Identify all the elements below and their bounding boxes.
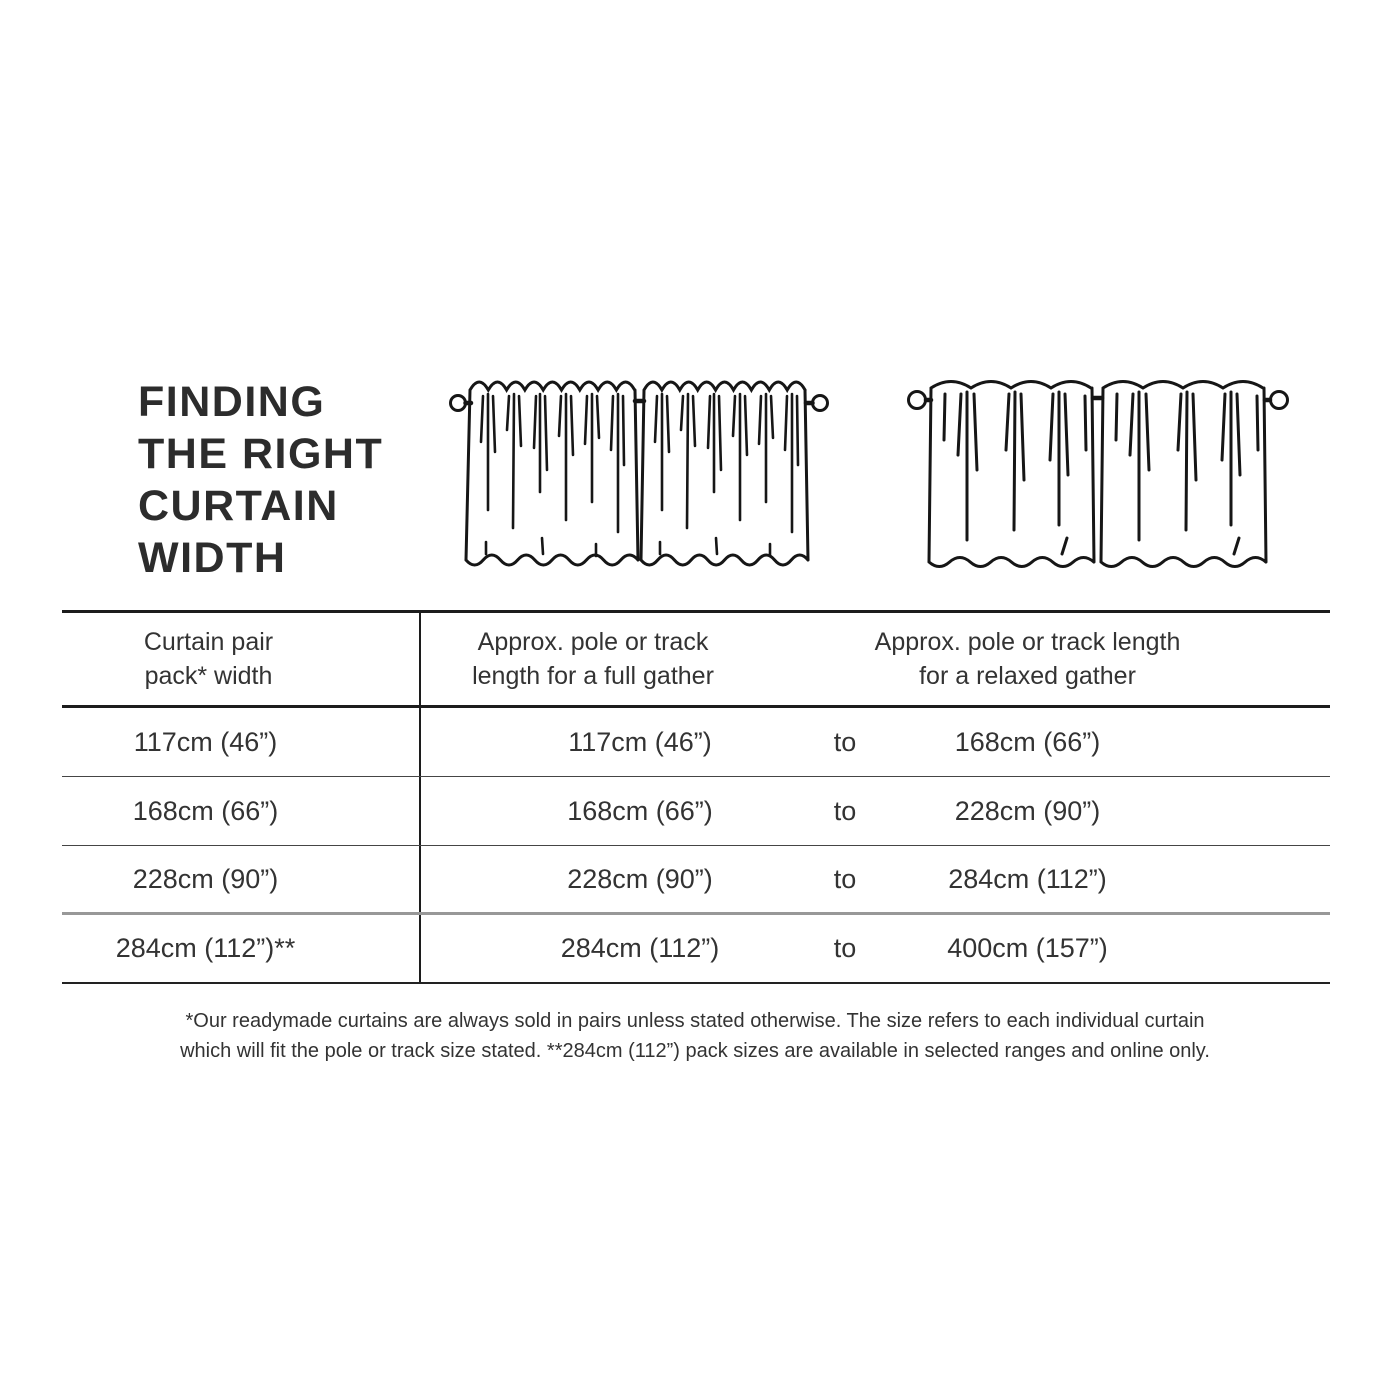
footnote: [54, 1006, 1336, 1066]
full-gather-cell: 117cm (46”): [568, 726, 712, 757]
table-header-row: [62, 610, 1330, 708]
title-line: THE RIGHT: [138, 430, 384, 478]
pack-width-cell: 168cm (66”): [62, 777, 421, 845]
curtain-panel-outline: [641, 382, 808, 565]
title-line: CURTAIN: [138, 482, 339, 530]
pack-width-cell: 284cm (112”)**: [62, 915, 421, 982]
relaxed-gather-cell: 400cm (157”): [947, 933, 1108, 963]
full-gather-cell: 228cm (90”): [567, 863, 713, 894]
range-connector: to: [833, 863, 857, 894]
full-gather-cell: 168cm (66”): [567, 795, 713, 826]
footnote-line: which will fit the pole or track size stated. **284cm (112”) pack sizes are available in selected ranges and online only.: [180, 1040, 1210, 1062]
pole-finial-icon: [909, 392, 926, 409]
curtain-full-gather-illustration: [450, 380, 830, 570]
full-gather-cell: 284cm (112”): [560, 933, 720, 963]
table-row: [62, 708, 1330, 777]
header-spacer: [815, 613, 875, 705]
range-connector: to: [833, 795, 857, 826]
pack-width-cell: 228cm (90”): [62, 846, 421, 912]
header-full-gather: Approx. pole or track length for a full gather: [472, 628, 714, 690]
header-relaxed-gather: Approx. pole or track length for a relaxed gather: [874, 628, 1181, 690]
pole-finial-icon: [1271, 392, 1288, 409]
curtain-size-table: [62, 610, 1330, 984]
title-line: FINDING: [138, 378, 326, 426]
range-connector: to: [833, 933, 857, 963]
curtain-folds: [481, 394, 798, 556]
relaxed-gather-cell: 228cm (90”): [954, 795, 1101, 826]
title-line: WIDTH: [138, 534, 287, 582]
footnote-line: *Our readymade curtains are always sold in pairs unless stated otherwise. The size refers to each individual curtain: [185, 1010, 1205, 1032]
header-pack-width: Curtain pair pack* width: [62, 613, 421, 705]
table-row: [62, 915, 1330, 984]
table-row: [62, 846, 1330, 915]
range-connector: to: [833, 726, 857, 757]
curtain-pole: [926, 398, 1270, 400]
relaxed-gather-cell: 284cm (112”): [948, 863, 1107, 894]
relaxed-gather-cell: 168cm (66”): [954, 726, 1101, 757]
pack-width-cell: 117cm (46”): [62, 708, 421, 776]
table-row: [62, 777, 1330, 846]
page-title: [138, 376, 438, 584]
curtain-relaxed-gather-illustration: [906, 380, 1290, 570]
